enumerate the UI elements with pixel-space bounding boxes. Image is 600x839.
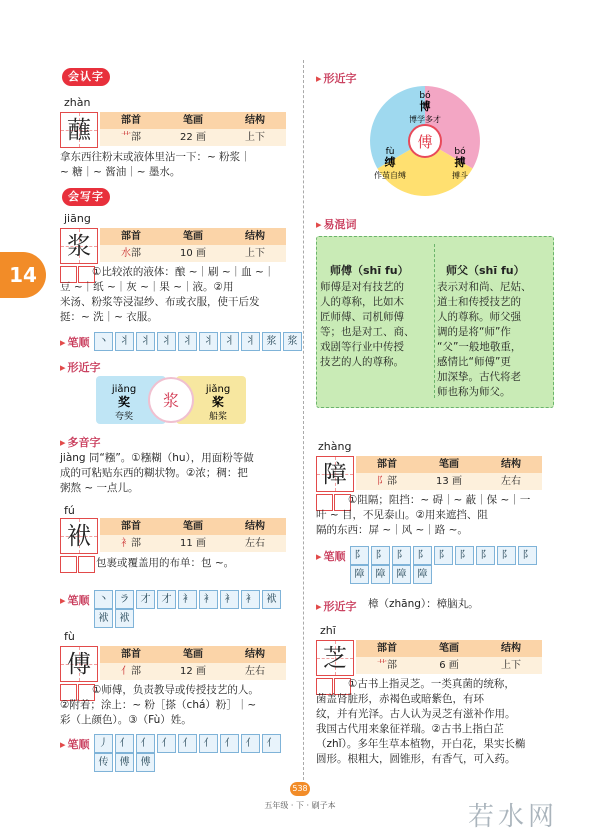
text-line: 纹，并有光泽。古人认为灵芝有滋补作用。: [316, 708, 516, 720]
stroke-cell: 衤: [241, 590, 260, 609]
left-term-body: [320, 280, 432, 370]
stroke-cell: 阝: [434, 546, 453, 565]
zhang-similar-text: 樟（zhāng）：樟脑丸。: [368, 598, 479, 610]
column-divider: [303, 60, 304, 780]
stroke-cell: 亻: [136, 734, 155, 753]
stroke-cell: 丬: [199, 332, 218, 351]
sim-right-pinyin: jiǎng: [205, 384, 231, 395]
stroke-cell: 衤: [220, 590, 239, 609]
stroke-cell: 丬: [136, 332, 155, 351]
stroke-cell: 亻: [241, 734, 260, 753]
text-line: “父”一般地敬重，: [437, 341, 522, 353]
fu2-def3: 彩（上颜色）。③（Fù）姓。: [60, 714, 192, 726]
stroke-cell: 丬: [115, 332, 134, 351]
fu1-stroke-row: [94, 590, 294, 628]
zhang-pinyin: zhàng: [318, 440, 352, 453]
text-line: 匠师傅、司机师傅: [320, 311, 404, 323]
right-term: 师父（shī fu）: [446, 264, 525, 277]
stroke-cell: 才: [157, 590, 176, 609]
circle-left-char: 缚: [384, 156, 396, 169]
confuse-divider: [434, 244, 435, 398]
fu2-stroke-row: [94, 734, 294, 772]
text-line: 道士和传授技艺的: [437, 296, 521, 308]
circle-left-word: 作茧自缚: [374, 171, 406, 180]
stroke-cell: 衤: [178, 590, 197, 609]
text-line: 调的是将“师”作: [437, 326, 511, 338]
jiang-similar-diagram: [96, 374, 246, 426]
fu1-info: 部首 衤部 笔画 11 画 结构 左右: [100, 518, 286, 552]
sim-right-word: 船桨: [208, 412, 228, 422]
stroke-cell: 傅: [115, 753, 134, 772]
poly-line3: 粥熬 ~ 一点儿。: [60, 482, 139, 494]
zhan-char-box: 蘸: [60, 112, 98, 148]
fu2-info: 部首 亻部 笔画 12 画 结构 左右: [100, 646, 286, 680]
text-line: （zhǐ）。多年生草本植物，开白花，果实长椭: [316, 738, 526, 750]
text-line: 师傅是对有技艺的: [320, 281, 404, 293]
jiang-similar-label: ▸ 形近字: [60, 359, 101, 375]
text-line: ①古书上指灵芝。一类真菌的统称，: [348, 678, 515, 690]
circle-top-pinyin: bó: [419, 91, 431, 101]
jiang-def3: 米汤、粉浆等浸湿纱、布或衣服，使干后发: [60, 296, 260, 308]
zhi-info: 部首 艹部 笔画 6 画 结构 上下: [356, 640, 542, 674]
poly-label: ▸ 多音字: [60, 434, 101, 450]
fu-similar-circle: [360, 86, 490, 196]
right-term-body: [437, 280, 551, 400]
text-line: 加深挚。古代将老: [437, 371, 521, 383]
circle-right-pinyin: bó: [454, 147, 466, 157]
zhan-def2: ~ 糖｜~ 酱油｜~ 墨水。: [60, 166, 181, 178]
stroke-cell: 阝: [392, 546, 411, 565]
stroke-cell: 阝: [350, 546, 369, 565]
sim-right-char: 桨: [211, 395, 225, 409]
fu1-stroke-label: ▸ 笔顺: [60, 592, 90, 608]
fu2-def2: ②附着；涂上：~ 粉［搽（chá）粉］｜~: [60, 699, 257, 711]
footer-text: 五年级 · 下 · 刷子本: [264, 801, 336, 810]
stroke-cell: 丬: [157, 332, 176, 351]
stroke-cell: 阝: [413, 546, 432, 565]
fu1-practice-boxes: [60, 556, 96, 573]
stroke-cell: 阝: [518, 546, 537, 565]
zhi-def: [316, 677, 556, 767]
circle-top-char: 博: [419, 100, 431, 113]
zhang-similar-label: ▸ 形近字: [316, 598, 357, 614]
jiang-stroke-row: [94, 332, 304, 351]
sim-left-pinyin: jiǎng: [111, 384, 137, 395]
fu2-def1: ①师傅，负责教导或传授技艺的人。: [92, 684, 259, 696]
stroke-cell: 丿: [94, 734, 113, 753]
zhang-stroke-label: ▸ 笔顺: [316, 548, 346, 564]
stroke-cell: 袱: [262, 590, 281, 609]
stroke-cell: 衤: [199, 590, 218, 609]
text-line: 我国古代用来象征祥瑞。②古书上指白芷: [316, 723, 504, 735]
text-line: 等；也是对工、商、: [320, 326, 415, 338]
stroke-cell: 丶: [94, 590, 113, 609]
zhan-info: 部首 艹部 笔画 22 画 结构 上下: [100, 112, 286, 146]
left-term: 师傅（shī fu）: [330, 264, 409, 277]
stroke-cell: 丬: [241, 332, 260, 351]
zhan-def1: 拿东西往粉末或液体里沾一下：~ 粉浆｜: [60, 151, 251, 163]
jiang-def1: ①比较浓的液体：酿 ~｜刷 ~｜血 ~｜: [92, 266, 275, 278]
zhi-char-box: 芝: [316, 640, 354, 676]
sim-left-char: 奖: [117, 395, 131, 409]
zhang-def1: ①阻隔；阻挡：~ 碍｜~ 蔽｜保 ~｜一: [348, 494, 531, 506]
circle-right-char: 搏: [454, 156, 466, 169]
fu1-pinyin: fú: [64, 504, 75, 517]
zhang-info: 部首 阝部 笔画 13 画 结构 左右: [356, 456, 542, 490]
circle-top-word: 博学多才: [409, 115, 441, 124]
jiang-char-box: 浆: [60, 228, 98, 264]
circle-left-pinyin: fù: [385, 147, 395, 157]
text-line: 师也称为师父。: [437, 386, 511, 398]
text-line: 表示对和尚、尼姑、: [437, 281, 532, 293]
stroke-cell: 袱: [94, 609, 113, 628]
sim-left-word: 夸奖: [114, 412, 134, 422]
zhang-stroke-row: [350, 546, 550, 584]
page-number: 538: [290, 782, 310, 796]
text-line: 戏剧等行业中传授: [320, 341, 404, 353]
stroke-cell: 阝: [455, 546, 474, 565]
stroke-cell: 亻: [178, 734, 197, 753]
text-line: 人的尊称，比如木: [320, 296, 404, 308]
right-similar-label: ▸ 形近字: [316, 70, 357, 86]
text-line: 人的尊称。师父强: [437, 311, 521, 323]
stroke-cell: 傅: [136, 753, 155, 772]
poly-line1: jiàng 同“糨”。①糨糊（hu），用面粉等做: [60, 452, 254, 464]
page-tab: 14: [0, 252, 46, 298]
fu1-char-box: 袱: [60, 518, 98, 554]
stroke-cell: 亻: [115, 734, 134, 753]
stroke-cell: 阝: [497, 546, 516, 565]
watermark-text: 若水网: [468, 802, 559, 832]
stroke-cell: 丬: [220, 332, 239, 351]
stroke-cell: 丬: [178, 332, 197, 351]
stroke-cell: 亻: [262, 734, 281, 753]
zhang-char-box: 障: [316, 456, 354, 492]
poly-line2: 成的可粘贴东西的糊状物。②浓；稠：把: [60, 467, 248, 479]
jiang-pinyin: jiāng: [64, 212, 91, 225]
stroke-cell: 亻: [220, 734, 239, 753]
confuse-label: ▸ 易混词: [316, 216, 357, 232]
jiang-def2: 豆 ~｜纸 ~｜灰 ~｜果 ~｜液。②用: [60, 281, 234, 293]
stroke-cell: 障: [350, 565, 369, 584]
stroke-cell: 阝: [371, 546, 390, 565]
fu2-pinyin: fù: [64, 630, 75, 643]
fu2-stroke-label: ▸ 笔顺: [60, 736, 90, 752]
stroke-cell: 传: [94, 753, 113, 772]
text-line: 圆形。根粗大，圆锥形，有香气，可入药。: [316, 753, 516, 765]
stroke-cell: 阝: [476, 546, 495, 565]
stroke-cell: 障: [413, 565, 432, 584]
fu2-char-box: 傅: [60, 646, 98, 682]
stroke-cell: 浆: [262, 332, 281, 351]
zhang-def2: 叶 ~ 目，不见泰山。②用来遮挡、阻: [316, 509, 488, 521]
jiang-info: 部首 水部 笔画 10 画 结构 上下: [100, 228, 286, 262]
zhan-pinyin: zhàn: [64, 96, 91, 109]
circle-center-char: 傅: [417, 133, 433, 151]
fu1-def1: 包裹或覆盖用的布单：包 ~。: [96, 557, 235, 569]
zhang-def3: 隔的东西：屏 ~｜风 ~｜路 ~。: [316, 524, 468, 536]
circle-right-word: 搏斗: [452, 171, 468, 180]
stroke-cell: 亻: [157, 734, 176, 753]
stroke-cell: 障: [392, 565, 411, 584]
stroke-cell: 丶: [94, 332, 113, 351]
text-line: 菌盖肾脏形，赤褐色或暗紫色，有环: [316, 693, 484, 705]
stroke-cell: 袱: [115, 609, 134, 628]
stroke-cell: 障: [371, 565, 390, 584]
stroke-cell: ラ: [115, 590, 134, 609]
stroke-cell: 亻: [199, 734, 218, 753]
jiang-stroke-label: ▸ 笔顺: [60, 334, 90, 350]
sim-center-char: 浆: [162, 391, 180, 410]
stroke-cell: 浆: [283, 332, 302, 351]
zhi-pinyin: zhī: [320, 624, 336, 637]
write-title: 会写字: [62, 188, 110, 206]
jiang-def4: 挺：~ 洗｜~ 衣服。: [60, 311, 158, 323]
text-line: 感情比“师傅”更: [437, 356, 511, 368]
recognize-title: 会认字: [62, 68, 110, 86]
text-line: 技艺的人的尊称。: [320, 356, 404, 368]
stroke-cell: 才: [136, 590, 155, 609]
